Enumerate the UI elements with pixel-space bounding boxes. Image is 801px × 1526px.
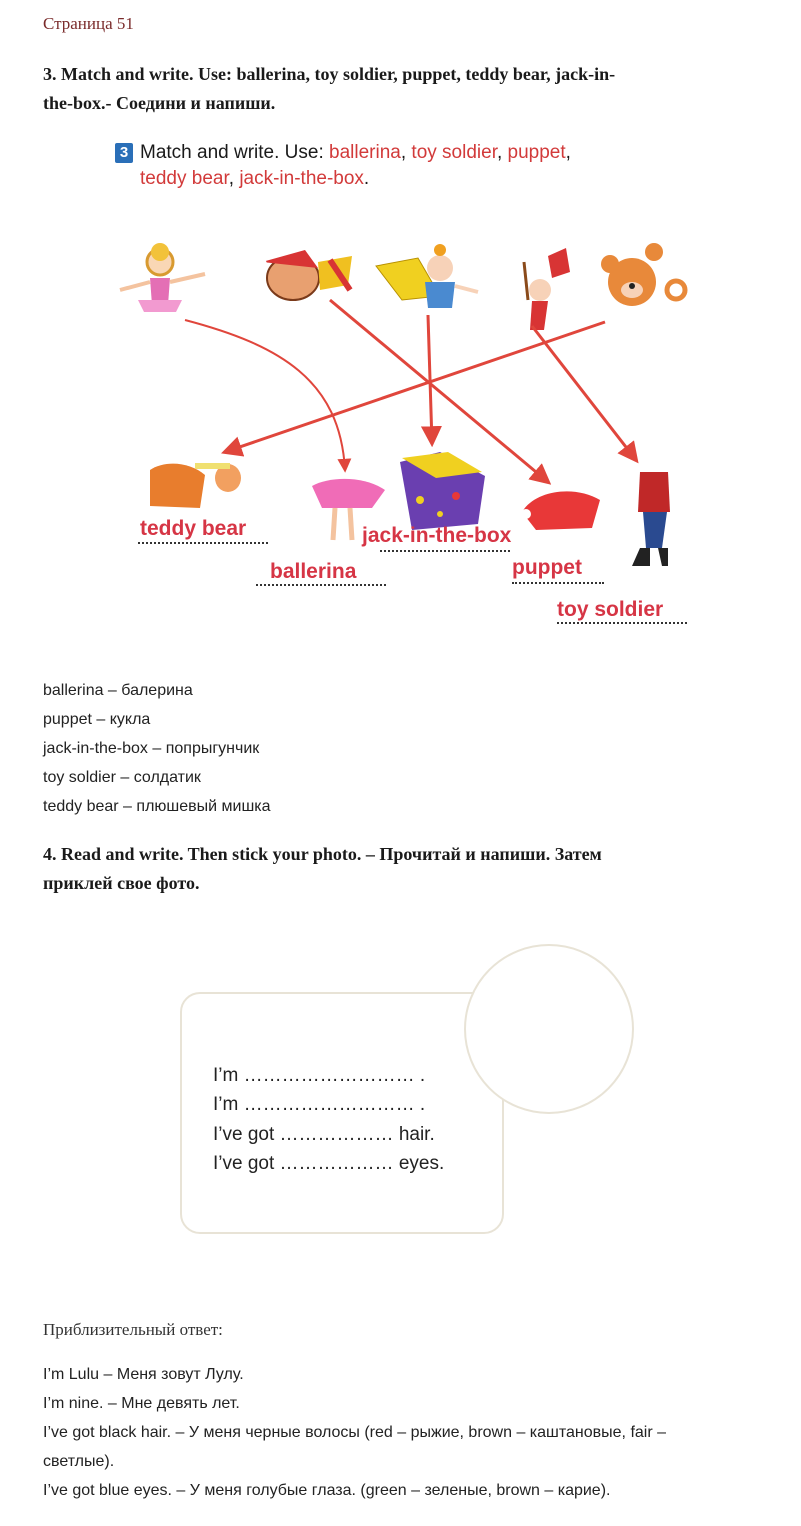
photo-circle bbox=[464, 944, 634, 1114]
dotted-line bbox=[557, 622, 687, 624]
jack-box-icon bbox=[400, 452, 485, 530]
task4-heading bbox=[43, 840, 763, 898]
answer-line: I’ve got black hair. – У меня черные волосы (red – рыжие, brown – каштановые, fair – bbox=[43, 1424, 667, 1441]
answer-ballerina: ballerina bbox=[270, 560, 357, 583]
word-puppet: puppet bbox=[507, 142, 566, 163]
answer-puppet: puppet bbox=[512, 556, 582, 579]
task3-heading-line2: the-box.- Соедини и напиши. bbox=[43, 93, 276, 113]
puppet-picture-icon bbox=[257, 250, 352, 300]
answer-line: светлые). bbox=[43, 1453, 115, 1470]
task4-heading-line1: 4. Read and write. Then stick your photo. – Прочитай и напиши. Затем bbox=[43, 844, 602, 864]
answer-line: I’ve got blue eyes. – У меня голубые глаза. (green – зеленые, brown – карие). bbox=[43, 1482, 611, 1499]
toy-soldier-body-icon bbox=[632, 472, 670, 566]
vocab-line: teddy bear – плюшевый мишка bbox=[43, 798, 271, 815]
word-teddy-bear: teddy bear bbox=[140, 168, 229, 189]
dotted-line bbox=[256, 584, 386, 586]
teddy-bear-picture-icon bbox=[601, 243, 685, 306]
teddy-bear-pieces-icon bbox=[150, 464, 241, 508]
dotted-line bbox=[512, 582, 604, 584]
vocab-line: ballerina – балерина bbox=[43, 682, 193, 699]
word-ballerina: ballerina bbox=[329, 142, 401, 163]
ballerina-picture-icon bbox=[120, 243, 205, 312]
exercise-number-badge: 3 bbox=[115, 143, 133, 163]
puppet-hat-icon bbox=[521, 491, 600, 530]
exercise-instruction: Match and write. Use: ballerina, toy soldier, puppet, teddy bear, jack-in-the-box. bbox=[140, 142, 571, 189]
vocab-line: toy soldier – солдатик bbox=[43, 769, 201, 786]
answer-jack-in-the-box: jack-in-the-box bbox=[362, 524, 512, 547]
answer-toy-soldier: toy soldier bbox=[557, 598, 664, 621]
vocab-line: jack-in-the-box – попрыгунчик bbox=[43, 740, 260, 757]
card-line: I’m ……………………… . bbox=[213, 1094, 426, 1115]
word-jack-in-the-box: jack-in-the-box bbox=[239, 168, 364, 189]
card-line: I’ve got ……………… eyes. bbox=[213, 1153, 445, 1174]
instruction-prefix: Match and write. Use: bbox=[140, 142, 330, 163]
task4-heading-line2: приклей свое фото. bbox=[43, 873, 200, 893]
card-line: I’m ……………………… . bbox=[213, 1065, 426, 1086]
answer-lead: Приблизительный ответ: bbox=[43, 1320, 223, 1339]
answer-line: I’m Lulu – Меня зовут Лулу. bbox=[43, 1366, 244, 1383]
card-line: I’ve got ……………… hair. bbox=[213, 1124, 435, 1145]
vocab-line: puppet – кукла bbox=[43, 711, 151, 728]
page-label: Страница 51 bbox=[43, 14, 134, 33]
dotted-line bbox=[380, 550, 510, 552]
jack-in-the-box-picture-icon bbox=[376, 244, 478, 308]
word-toy-soldier: toy soldier bbox=[411, 142, 497, 163]
matching-illustration bbox=[0, 0, 801, 660]
dotted-line bbox=[138, 542, 268, 544]
answer-teddy-bear: teddy bear bbox=[140, 517, 247, 540]
answer-line: I’m nine. – Мне девять лет. bbox=[43, 1395, 240, 1412]
matching-arrows bbox=[185, 300, 636, 482]
task3-heading-line1: 3. Match and write. Use: ballerina, toy soldier, puppet, teddy bear, jack-in- bbox=[43, 64, 616, 84]
toy-soldier-picture-icon bbox=[524, 248, 570, 330]
